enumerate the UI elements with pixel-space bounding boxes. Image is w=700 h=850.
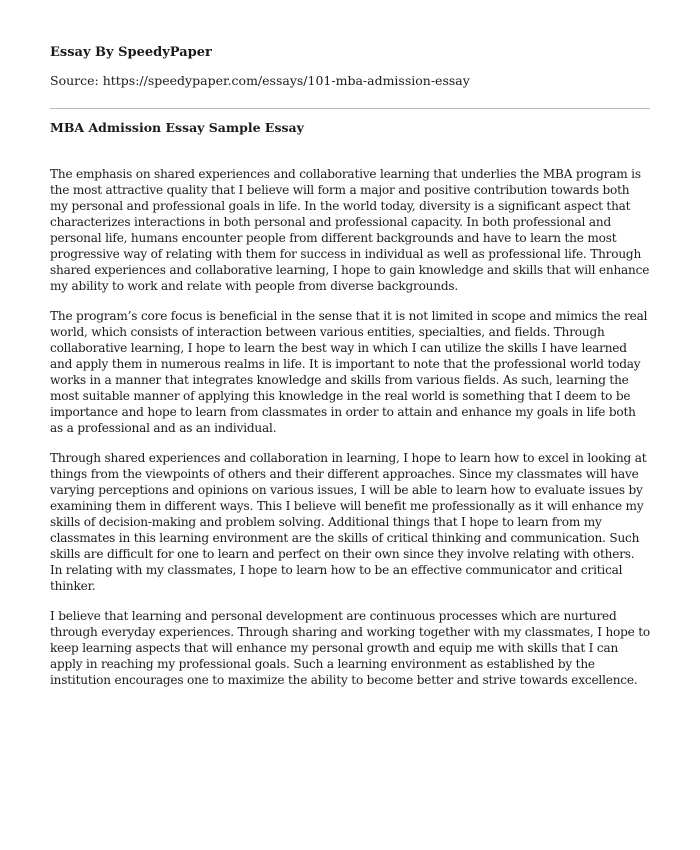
header-divider	[50, 108, 650, 109]
essay-paragraph: I believe that learning and personal development are continuous processes which are nurtured through everyday experiences. Through sharing and working together with my classmates, I hope to keep learning aspects that will enhance my personal growth and equip me with skills that I can apply in reaching my professional goals. Such a learning environment as established by the institution encourages one to maximize the ability to become better and strive towards excellence.	[50, 609, 650, 687]
essay-title: MBA Admission Essay Sample Essay	[50, 120, 304, 135]
essay-paragraph: The program’s core focus is beneficial in the sense that it is not limited in scope and mimics the real world, which consists of interaction between various entities, specialties, and fields. Through collaborative learning, I hope to learn the best way in which I can utilize the skills I have learned and apply them in numerous realms in life. It is important to note that the professional world today works in a manner that integrates knowledge and skills from various fields. As such, learning the most suitable manner of applying this knowledge in the real world is something that I deem to be importance and hope to learn from classmates in order to attain and enhance my goals in life both as a professional and as an individual.	[50, 309, 648, 435]
essay-body	[50, 166, 650, 702]
essay-paragraph: The emphasis on shared experiences and collaborative learning that underlies the MBA program is the most attractive quality that I believe will form a major and positive contribution towards both my personal and professional goals in life. In the world today, diversity is a significant aspect that characterizes interactions in both personal and professional capacity. In both professional and personal life, humans encounter people from different backgrounds and have to learn the most progressive way of relating with them for success in individual as well as professional life. Through shared experiences and collaborative learning, I hope to gain knowledge and skills that will enhance my ability to work and relate with people from diverse backgrounds.	[50, 167, 650, 293]
document-header-title: Essay By SpeedyPaper	[50, 45, 212, 60]
essay-paragraph: Through shared experiences and collaboration in learning, I hope to learn how to excel in looking at things from the viewpoints of others and their different approaches. Since my classmates will have varying perceptions and opinions on various issues, I will be able to learn how to evaluate issues by examining them in different ways. This I believe will benefit me professionally as it will enhance my skills of decision-making and problem solving. Additional things that I hope to learn from my classmates in this learning environment are the skills of critical thinking and communication. Such skills are difficult for one to learn and perfect on their own since they involve relating with others. In relating with my classmates, I hope to learn how to be an effective communicator and critical thinker.	[50, 451, 647, 593]
document-source-line: Source: https://speedypaper.com/essays/101-mba-admission-essay	[50, 73, 470, 88]
